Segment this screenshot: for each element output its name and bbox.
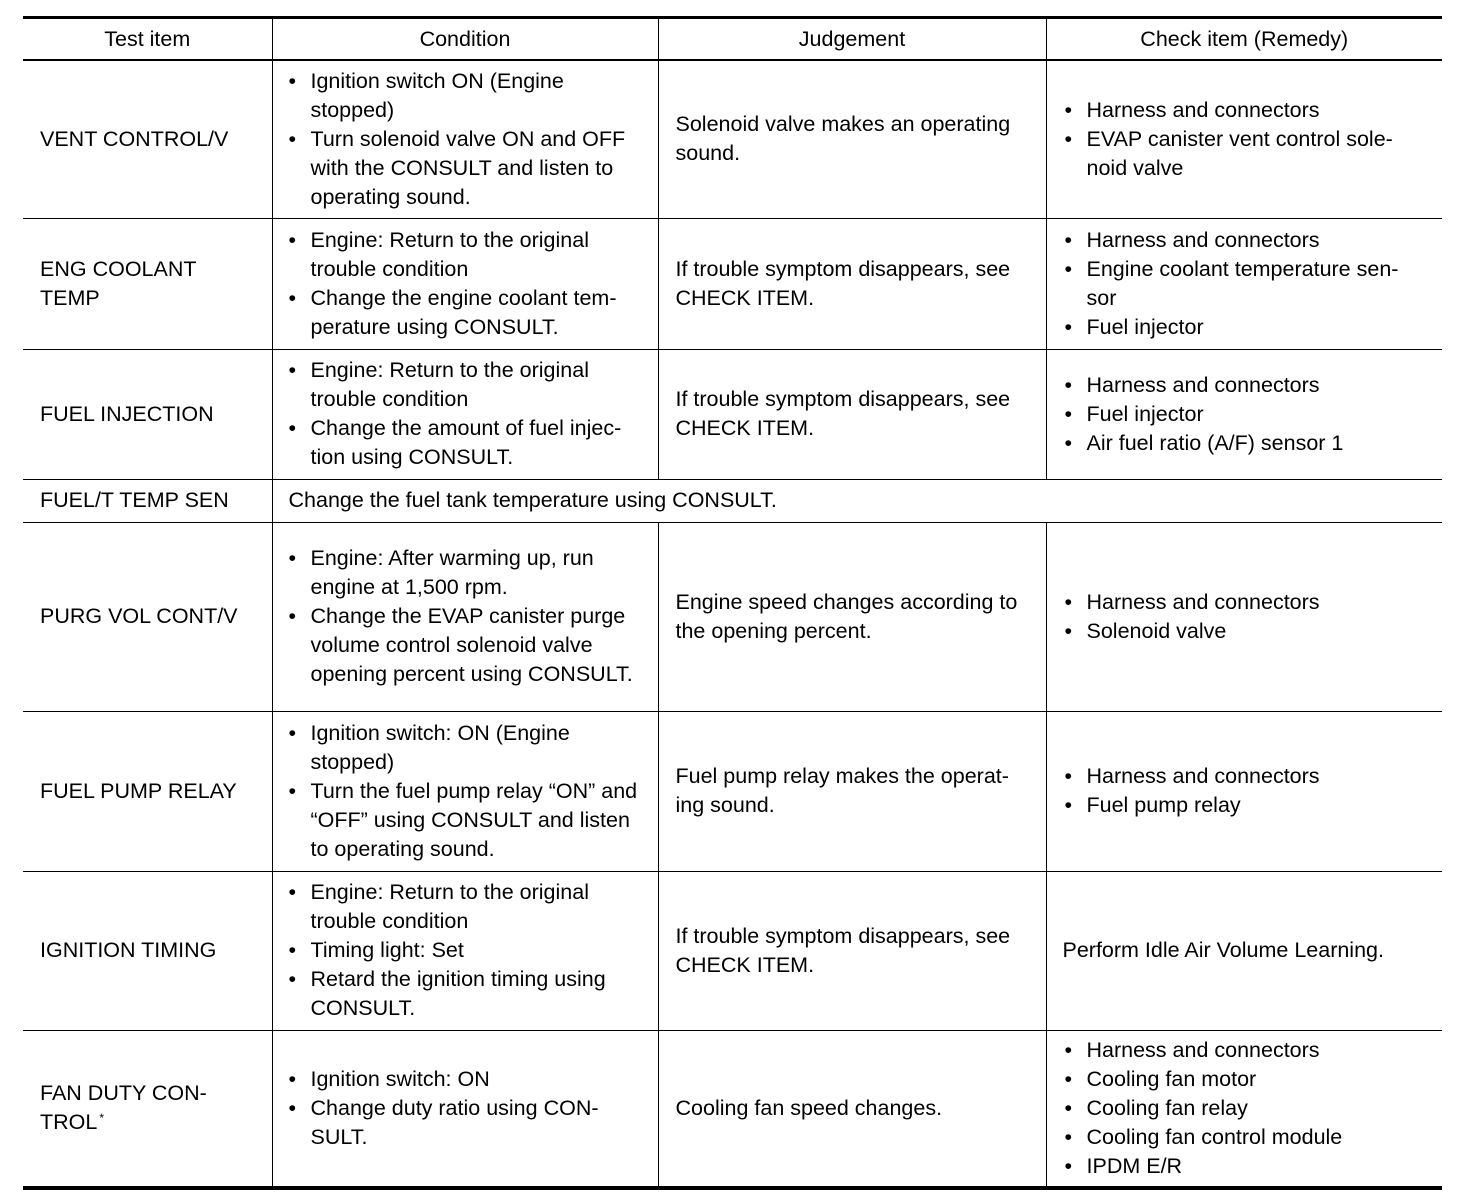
table-row [23,1030,1442,1188]
condition-item: • Ignition switch: ON (Engine stopped) [287,719,650,777]
table-row [23,522,1442,711]
condition-cell [272,60,658,218]
check-item: • Harness and connectors [1063,371,1429,400]
check-item: • Harness and connectors [1063,1036,1429,1065]
test-item-label: FAN DUTY CON-TROL [40,1081,207,1135]
test-item-cell: IGNITION TIMING [23,871,272,1030]
check-item-cell: Perform Idle Air Volume Learning. [1046,871,1442,1030]
judgement-cell: If trouble symptom disappears, see CHECK ITEM. [658,218,1046,349]
condition-item: • Ignition switch: ON [287,1065,650,1094]
column-header: Check item (Remedy) [1046,18,1442,61]
check-item: • Harness and connectors [1063,762,1429,791]
test-item-cell: FUEL/T TEMP SEN [23,479,272,522]
check-item: • Fuel injector [1063,400,1429,429]
judgement-cell: Engine speed changes according to the opening percent. [658,522,1046,711]
check-item: • Air fuel ratio (A/F) sensor 1 [1063,429,1429,458]
judgement-cell: Fuel pump relay makes the operat-ing sound. [658,711,1046,871]
condition-cell [272,871,658,1030]
check-item-cell [1046,60,1442,218]
check-item-cell [1046,218,1442,349]
condition-item: • Engine: Return to the original trouble condition [287,878,650,936]
judgement-cell: If trouble symptom disappears, see CHECK ITEM. [658,871,1046,1030]
check-item: • Fuel injector [1063,313,1429,342]
table-row [23,218,1442,349]
condition-item: • Engine: Return to the original trouble condition [287,226,650,284]
condition-item: • Change the amount of fuel injec-tion using CONSULT. [287,414,650,472]
check-item: • Engine coolant temperature sen-sor [1063,255,1429,313]
condition-item: • Engine: Return to the original trouble condition [287,356,650,414]
condition-item: • Change the engine coolant tem-perature using CONSULT. [287,284,650,342]
table-row [23,479,1442,522]
check-item: • Solenoid valve [1063,617,1429,646]
test-items-table [23,16,1442,1190]
condition-cell [272,1030,658,1188]
check-item-cell [1046,349,1442,479]
table-row [23,711,1442,871]
judgement-cell: If trouble symptom disappears, see CHECK ITEM. [658,349,1046,479]
condition-item: • Ignition switch ON (Engine stopped) [287,67,650,125]
check-item: • Cooling fan relay [1063,1094,1429,1123]
condition-item: • Engine: After warming up, run engine at 1,500 rpm. [287,544,650,602]
condition-item: • Turn the fuel pump relay “ON” and “OFF” using CONSULT and listen to operating sound. [287,777,650,864]
test-item-cell: PURG VOL CONT/V [23,522,272,711]
table-row [23,349,1442,479]
table-row [23,60,1442,218]
check-item-cell [1046,711,1442,871]
column-header: Test item [23,18,272,61]
check-item: • Harness and connectors [1063,96,1429,125]
check-item: • Cooling fan control module [1063,1123,1429,1152]
condition-cell [272,349,658,479]
merged-condition-cell: Change the fuel tank temperature using CONSULT. [272,479,1442,522]
condition-item: • Change duty ratio using CON-SULT. [287,1094,650,1152]
check-item-cell [1046,522,1442,711]
column-header: Judgement [658,18,1046,61]
check-item: • IPDM E/R [1063,1152,1429,1181]
test-item-cell: VENT CONTROL/V [23,60,272,218]
test-item-cell: FUEL INJECTION [23,349,272,479]
test-item-cell: FUEL PUMP RELAY [23,711,272,871]
table-row [23,871,1442,1030]
check-item: • Harness and connectors [1063,226,1429,255]
check-item-cell [1046,1030,1442,1188]
condition-cell [272,711,658,871]
check-item: • Harness and connectors [1063,588,1429,617]
check-item: • EVAP canister vent control sole-noid valve [1063,125,1429,183]
test-item-cell: ENG COOLANT TEMP [23,218,272,349]
condition-item: • Turn solenoid valve ON and OFF with the CONSULT and listen to operating sound. [287,125,650,212]
header-row [23,18,1442,61]
judgement-cell: Solenoid valve makes an operating sound. [658,60,1046,218]
condition-cell [272,218,658,349]
judgement-cell: Cooling fan speed changes. [658,1030,1046,1188]
check-item: • Fuel pump relay [1063,791,1429,820]
test-item-cell [23,1030,272,1188]
condition-item: • Change the EVAP canister purge volume control solenoid valve opening percent using CONSULT. [287,602,650,689]
check-item: • Cooling fan motor [1063,1065,1429,1094]
footnote-marker: * [99,1111,105,1126]
column-header: Condition [272,18,658,61]
condition-item: • Retard the ignition timing using CONSULT. [287,965,650,1023]
condition-item: • Timing light: Set [287,936,650,965]
condition-cell [272,522,658,711]
